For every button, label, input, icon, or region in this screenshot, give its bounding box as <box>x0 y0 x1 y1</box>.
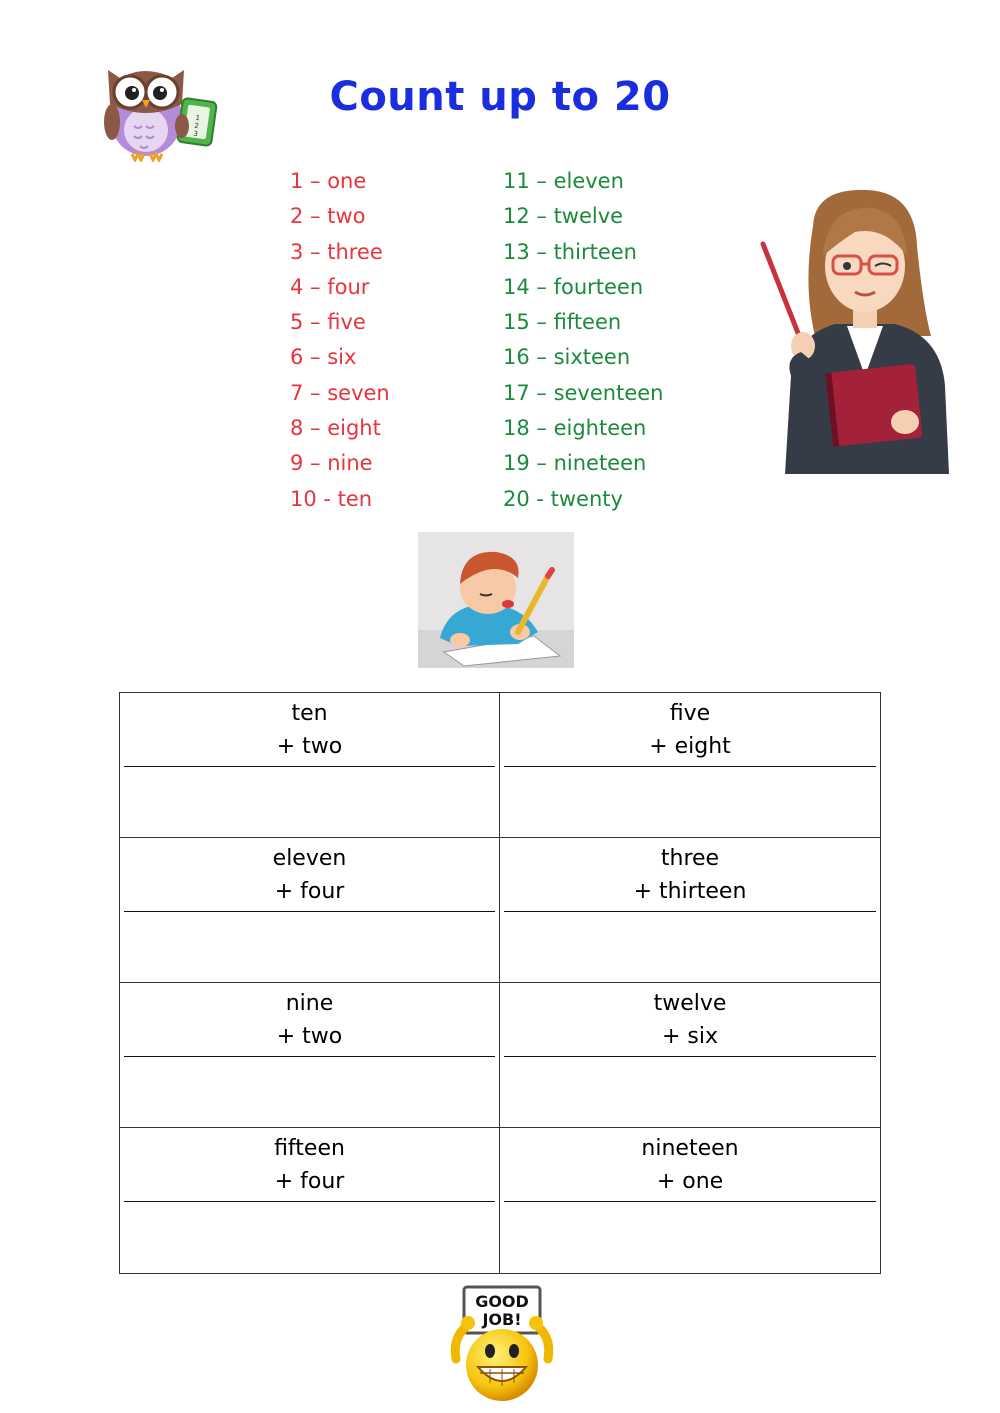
number-item: 7 – seven <box>290 380 390 405</box>
answer-field[interactable] <box>504 1204 876 1269</box>
badge-line1: GOOD <box>475 1292 529 1311</box>
writing-boy-illustration <box>418 532 574 668</box>
number-item: 17 – seventeen <box>503 380 664 405</box>
answer-field[interactable] <box>124 1059 495 1123</box>
exercise-addend: + six <box>661 1024 719 1049</box>
badge-line2: JOB! <box>482 1310 522 1329</box>
number-item: 14 – fourteen <box>503 274 644 299</box>
answer-line <box>504 1056 876 1057</box>
exercise-cell <box>500 1128 880 1273</box>
number-item: 8 – eight <box>290 416 381 441</box>
page-title: Count up to 20 <box>329 74 671 120</box>
number-item: 11 – eleven <box>503 169 624 193</box>
exercise-first-word: ten <box>291 701 328 726</box>
exercise-first-word: five <box>669 701 711 726</box>
exercise-addend: + one <box>656 1169 724 1194</box>
number-item: 2 – two <box>290 204 366 229</box>
exercise-addend: + two <box>276 1024 343 1049</box>
svg-text:2: 2 <box>193 121 200 131</box>
number-item: 1 – one <box>290 169 367 193</box>
exercise-cell <box>120 1128 500 1273</box>
exercise-cell <box>120 838 500 983</box>
exercise-first-word: fifteen <box>274 1136 345 1161</box>
exercise-first-word: nineteen <box>641 1136 739 1161</box>
answer-line <box>124 911 495 912</box>
exercise-cell <box>500 983 880 1128</box>
numbers-11-20-list <box>503 164 663 517</box>
number-item: 9 – nine <box>290 451 373 476</box>
number-item: 6 – six <box>290 345 357 370</box>
number-item: 20 - twenty <box>503 486 623 511</box>
exercise-cell <box>500 838 880 983</box>
exercise-cell <box>120 693 500 838</box>
exercise-cell <box>500 693 880 838</box>
answer-field[interactable] <box>504 1059 876 1123</box>
answer-line <box>504 766 876 767</box>
answer-field[interactable] <box>504 769 876 833</box>
number-item: 3 – three <box>290 239 383 264</box>
exercise-addend: + eight <box>649 734 731 759</box>
good-job-smiley-icon <box>434 1283 566 1405</box>
number-item: 4 – four <box>290 274 370 299</box>
exercise-addend: + thirteen <box>633 879 747 904</box>
exercise-first-word: eleven <box>272 846 347 871</box>
exercise-table <box>119 692 881 1274</box>
answer-field[interactable] <box>124 914 495 978</box>
exercise-addend: + four <box>274 1169 345 1194</box>
exercise-first-word: nine <box>285 991 334 1016</box>
number-item: 12 – twelve <box>503 204 624 229</box>
number-item: 15 – fifteen <box>503 310 622 335</box>
answer-line <box>504 911 876 912</box>
answer-field[interactable] <box>124 769 495 833</box>
svg-text:1: 1 <box>195 113 201 123</box>
exercise-addend: + four <box>274 879 345 904</box>
exercise-addend: + two <box>276 734 343 759</box>
answer-line <box>504 1201 876 1202</box>
numbers-1-10-list <box>290 164 390 517</box>
answer-field[interactable] <box>504 914 876 978</box>
exercise-cell <box>120 983 500 1128</box>
svg-text:3: 3 <box>192 129 199 139</box>
number-item: 18 – eighteen <box>503 416 647 441</box>
number-item: 13 – thirteen <box>503 239 637 264</box>
answer-line <box>124 766 495 767</box>
answer-line <box>124 1201 495 1202</box>
number-item: 16 – sixteen <box>503 345 631 370</box>
number-item: 10 - ten <box>290 486 373 511</box>
number-item: 5 – five <box>290 310 366 335</box>
answer-line <box>124 1056 495 1057</box>
answer-field[interactable] <box>124 1204 495 1269</box>
number-item: 19 – nineteen <box>503 451 647 476</box>
exercise-first-word: three <box>660 846 720 871</box>
teacher-illustration <box>755 186 955 474</box>
exercise-first-word: twelve <box>653 991 727 1016</box>
